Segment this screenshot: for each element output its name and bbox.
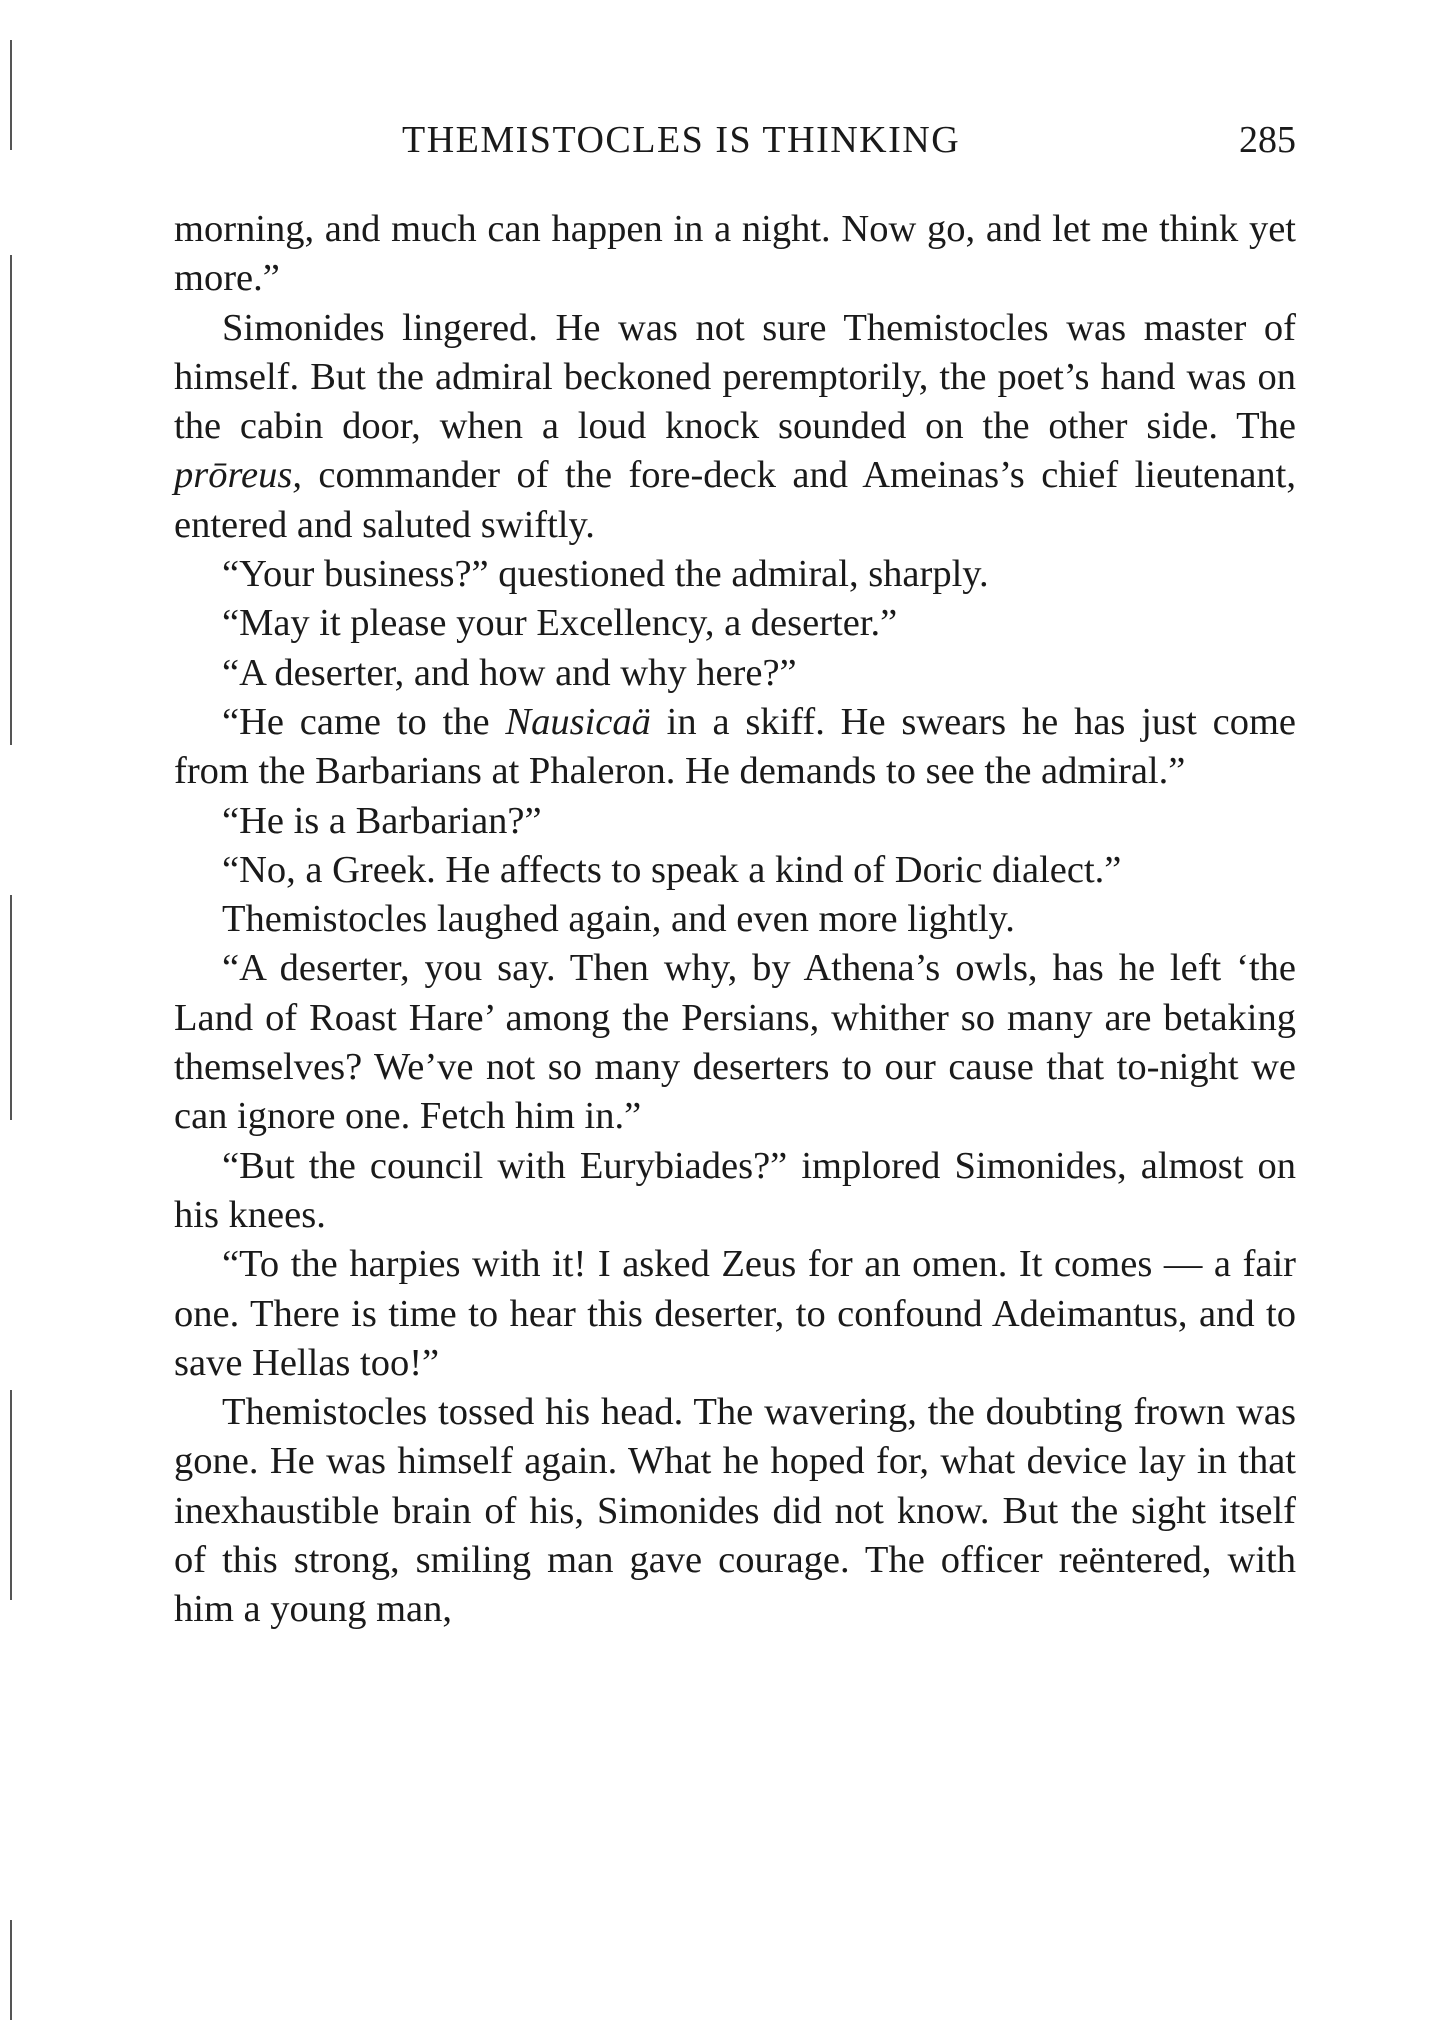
paragraph: “To the harpies with it! I asked Zeus for an omen. It comes — a fair one. There is time to hear this deserter, to confound Adeimantus, and to save Hellas too!” xyxy=(174,1243,1296,1384)
scan-edge-mark xyxy=(10,895,12,1120)
paragraph: “He is a Barbarian?” xyxy=(222,799,542,842)
paragraph-text: in a skiff. He swears he has just come from the Barbarians at Phaleron. He demands to see the admiral.” xyxy=(174,700,1297,793)
paragraph: “No, a Greek. He affects to speak a kind of Doric dialect.” xyxy=(222,848,1122,891)
page-header xyxy=(174,112,1296,172)
paragraph: “A deserter, and how and why here?” xyxy=(222,651,797,694)
paragraph: morning, and much can happen in a night. Now go, and let me think yet more.” xyxy=(174,208,1296,300)
paragraph: “May it please your Excellency, a deserter.” xyxy=(222,602,898,645)
paragraph: Themistocles tossed his head. The wavering, the doubting frown was gone. He was himself again. What he hoped for, what device lay in that inexhaustible brain of his, Simonides did not know. But the sight itself of this strong, smiling man gave courage. The officer reëntered, with him a young man, xyxy=(174,1391,1296,1631)
body-text xyxy=(174,205,1296,1635)
page-number: 285 xyxy=(1239,119,1296,161)
paragraph-text: commander of the fore-deck and Ameinas’s chief lieutenant, entered and saluted swiftly. xyxy=(174,454,1296,546)
paragraph: “A deserter, you say. Then why, by Athena’s owls, has he left ‘the Land of Roast Hare’ among the Persians, whither so many are betaking themselves? We’ve not so many deserters to our cause that to-night we can ignore one. Fetch him in.” xyxy=(174,947,1296,1138)
paragraph xyxy=(174,304,1296,550)
italic-term: Nausicaä xyxy=(505,700,651,743)
scan-edge-mark xyxy=(10,255,12,745)
paragraph: Themistocles laughed again, and even more lightly. xyxy=(222,898,1015,941)
paragraph: “Your business?” questioned the admiral, sharply. xyxy=(222,553,989,596)
scan-edge-mark xyxy=(10,1390,12,1600)
scan-edge-mark xyxy=(10,1920,12,2020)
italic-term: prōreus, xyxy=(174,454,302,497)
paragraph-text: Simonides lingered. He was not sure Themistocles was master of himself. But the admiral beckoned peremptorily, the poet’s hand was on the cabin door, when a loud knock sounded on the other side. The xyxy=(174,306,1296,448)
scan-edge-mark xyxy=(10,40,12,150)
paragraph: “But the council with Eurybiades?” implored Simonides, almost on his knees. xyxy=(174,1144,1296,1236)
paragraph-text: “He came to the xyxy=(222,700,506,743)
running-head: THEMISTOCLES IS THINKING xyxy=(402,119,961,161)
paragraph xyxy=(174,698,1296,797)
